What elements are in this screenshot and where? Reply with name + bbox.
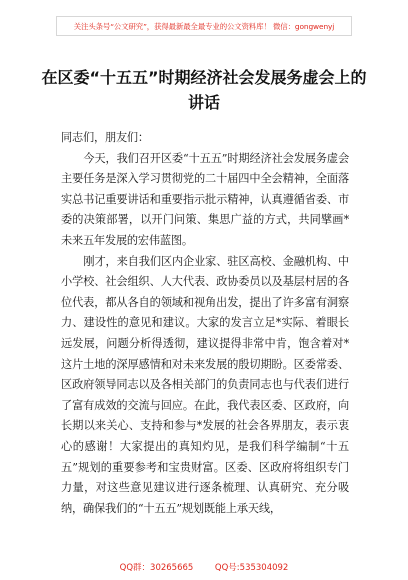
paragraph-1: 今天，我们召开区委“十五五”时期经济社会发展务虚会主要任务是深入学习贯彻党的二十届四中全会精神，全面落实总书记重要讲话和重要指示批示精神，认真遵循省委、市委的决策部署，以开门问策、集思广益的方式，共同擘画*未来五年发展的宏伟蓝图。 (61, 151, 349, 247)
document-title: 在区委“十五五”时期经济社会发展务虚会上的讲话 (41, 68, 367, 112)
header-notice-text: 关注头条号“公文研究”，获得最新最全最专业的公文资料库！ 微信：gongwenyj (73, 21, 335, 31)
header-notice-box (56, 16, 352, 36)
footer-contact: QQ群：30265665 QQ号:535304092 (119, 563, 289, 573)
paragraph-2: 刚才，来自我们区内企业家、驻区高校、金融机构、中小学校、社会组织、人大代表、政协委员以及基层村居的各位代表，都从各自的领域和视角出发，提出了许多富有洞察力、建设性的意见和建议。大家的发言立足*实际、着眼长远发展，问题分析得透彻，建议提得非常中肯，饱含着对*这片土地的深厚感情和对未来发展的殷切期盼。区委常委、区政府领导同志以及各相关部门的负责同志也与代表们进行了富有成效的交流与回应。在此，我代表区委、区政府，向长期以来关心、支持和参与*发展的社会各界朋友，表示衷心的感谢！大家提出的真知灼见，是我们科学编制“十五五”规划的重要参考和宝贵财富。区委、区政府将组织专门力量，对这些意见建议进行逐条梳理、认真研究、充分吸纳，确保我们的“十五五”规划既能上承天线， (61, 254, 349, 515)
document-body (61, 128, 349, 519)
greeting: 同志们，朋友们： (61, 131, 149, 144)
